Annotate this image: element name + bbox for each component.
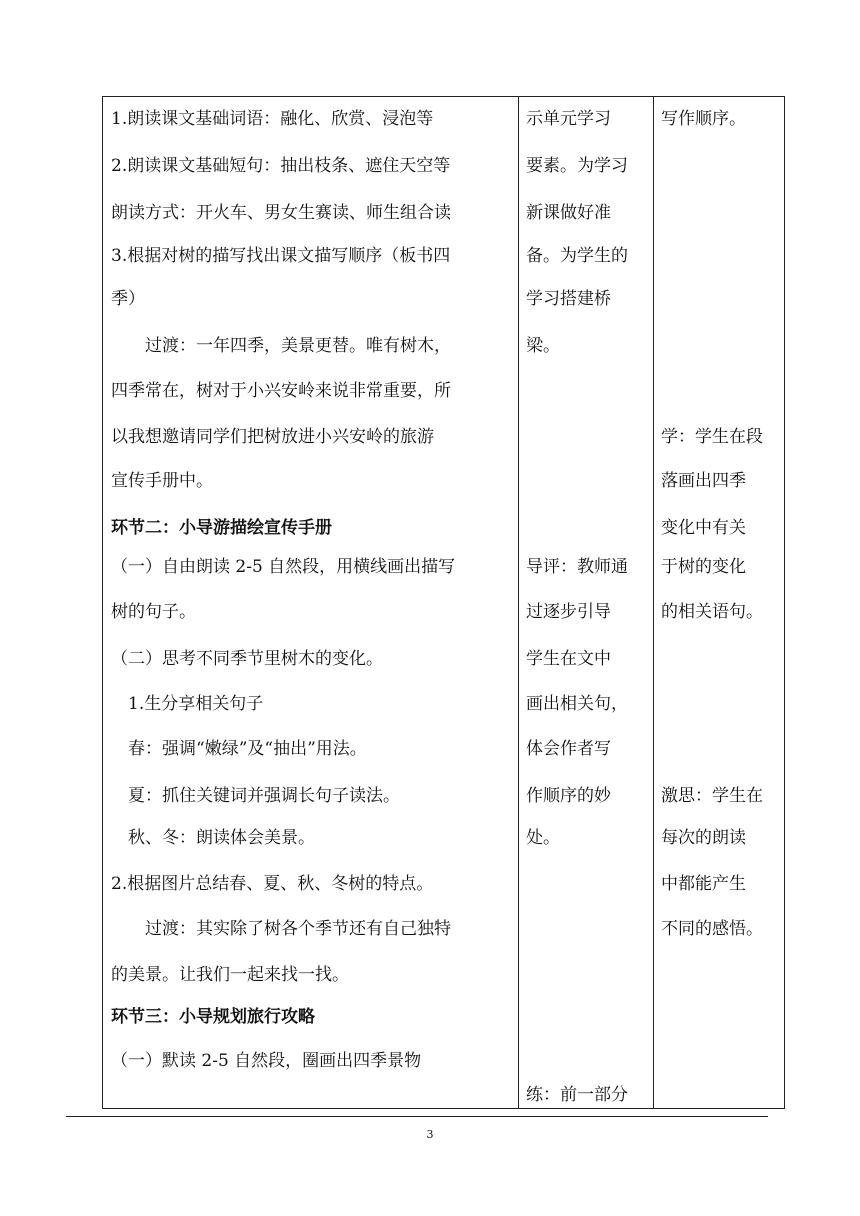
text-line: 备。为学生的 <box>526 246 628 266</box>
text-line: 学生在文中 <box>526 649 611 669</box>
text-line: 过渡：一年四季，美景更替。唯有树木， <box>111 336 451 356</box>
text-line: 作顺序的妙 <box>526 786 611 806</box>
text-line: 示单元学习 <box>526 109 611 129</box>
text-line: （一）自由朗读 2-5 自然段，用横线画出描写 <box>111 557 456 577</box>
text-line: （一）默读 2-5 自然段，圈画出四季景物 <box>111 1051 422 1071</box>
text-line: 变化中有关 <box>661 518 746 538</box>
section-heading: 环节三：小导规划旅行攻略 <box>111 1007 315 1027</box>
text-line: 朗读方式：开火车、男女生赛读、师生组合读 <box>111 203 451 223</box>
text-line: 学：学生在段 <box>661 427 763 447</box>
text-line: 的美景。让我们一起来找一找。 <box>111 965 349 985</box>
text-line: 四季常在，树对于小兴安岭来说非常重要，所 <box>111 381 451 401</box>
text-line: 中都能产生 <box>661 874 746 894</box>
design-intent-column <box>526 97 646 1108</box>
text-line: 以我想邀请同学们把树放进小兴安岭的旅游 <box>111 427 434 447</box>
text-line: 季） <box>111 289 145 309</box>
text-line: 宣传手册中。 <box>111 471 213 491</box>
text-line: 的相关语句。 <box>661 602 763 622</box>
text-line: （二）思考不同季节里树木的变化。 <box>111 649 383 669</box>
text-line: 梁。 <box>526 336 560 356</box>
text-line: 树的句子。 <box>111 602 196 622</box>
column-divider <box>518 97 519 1108</box>
text-line: 夏：抓住关键词并强调长句子读法。 <box>111 786 400 806</box>
text-line: 春：强调“嫩绿”及“抽出”用法。 <box>111 739 367 759</box>
text-line: 落画出四季 <box>661 471 746 491</box>
text-line: 3.根据对树的描写找出课文描写顺序（板书四 <box>111 246 451 266</box>
text-line: 过渡：其实除了树各个季节还有自己独特 <box>111 919 451 939</box>
text-line: 新课做好准 <box>526 203 611 223</box>
teaching-process-column <box>111 97 511 1108</box>
text-line: 不同的感悟。 <box>661 919 763 939</box>
text-line: 2.根据图片总结春、夏、秋、冬树的特点。 <box>111 874 434 894</box>
text-line: 练：前一部分 <box>526 1085 628 1105</box>
text-line: 激思：学生在 <box>661 786 763 806</box>
text-line: 每次的朗读 <box>661 828 746 848</box>
text-line: 体会作者写 <box>526 739 611 759</box>
text-line: 写作顺序。 <box>661 109 746 129</box>
text-line: 过逐步引导 <box>526 602 611 622</box>
footer-divider <box>66 1116 768 1117</box>
text-line: 1.朗读课文基础词语：融化、欣赏、浸泡等 <box>111 109 434 129</box>
lesson-plan-table <box>102 96 785 1109</box>
text-line: 1.生分享相关句子 <box>111 694 264 714</box>
text-line: 于树的变化 <box>661 557 746 577</box>
page-number: 3 <box>426 1128 434 1141</box>
text-line: 导评：教师通 <box>526 557 628 577</box>
text-line: 学习搭建桥 <box>526 289 611 309</box>
text-line: 画出相关句， <box>526 694 628 714</box>
section-heading: 环节二：小导游描绘宣传手册 <box>111 518 332 538</box>
text-line: 处。 <box>526 828 560 848</box>
column-divider <box>653 97 654 1108</box>
text-line: 要素。为学习 <box>526 156 628 176</box>
evaluation-column <box>661 97 781 1108</box>
text-line: 秋、冬：朗读体会美景。 <box>111 828 315 848</box>
text-line: 2.朗读课文基础短句：抽出枝条、遮住天空等 <box>111 156 451 176</box>
